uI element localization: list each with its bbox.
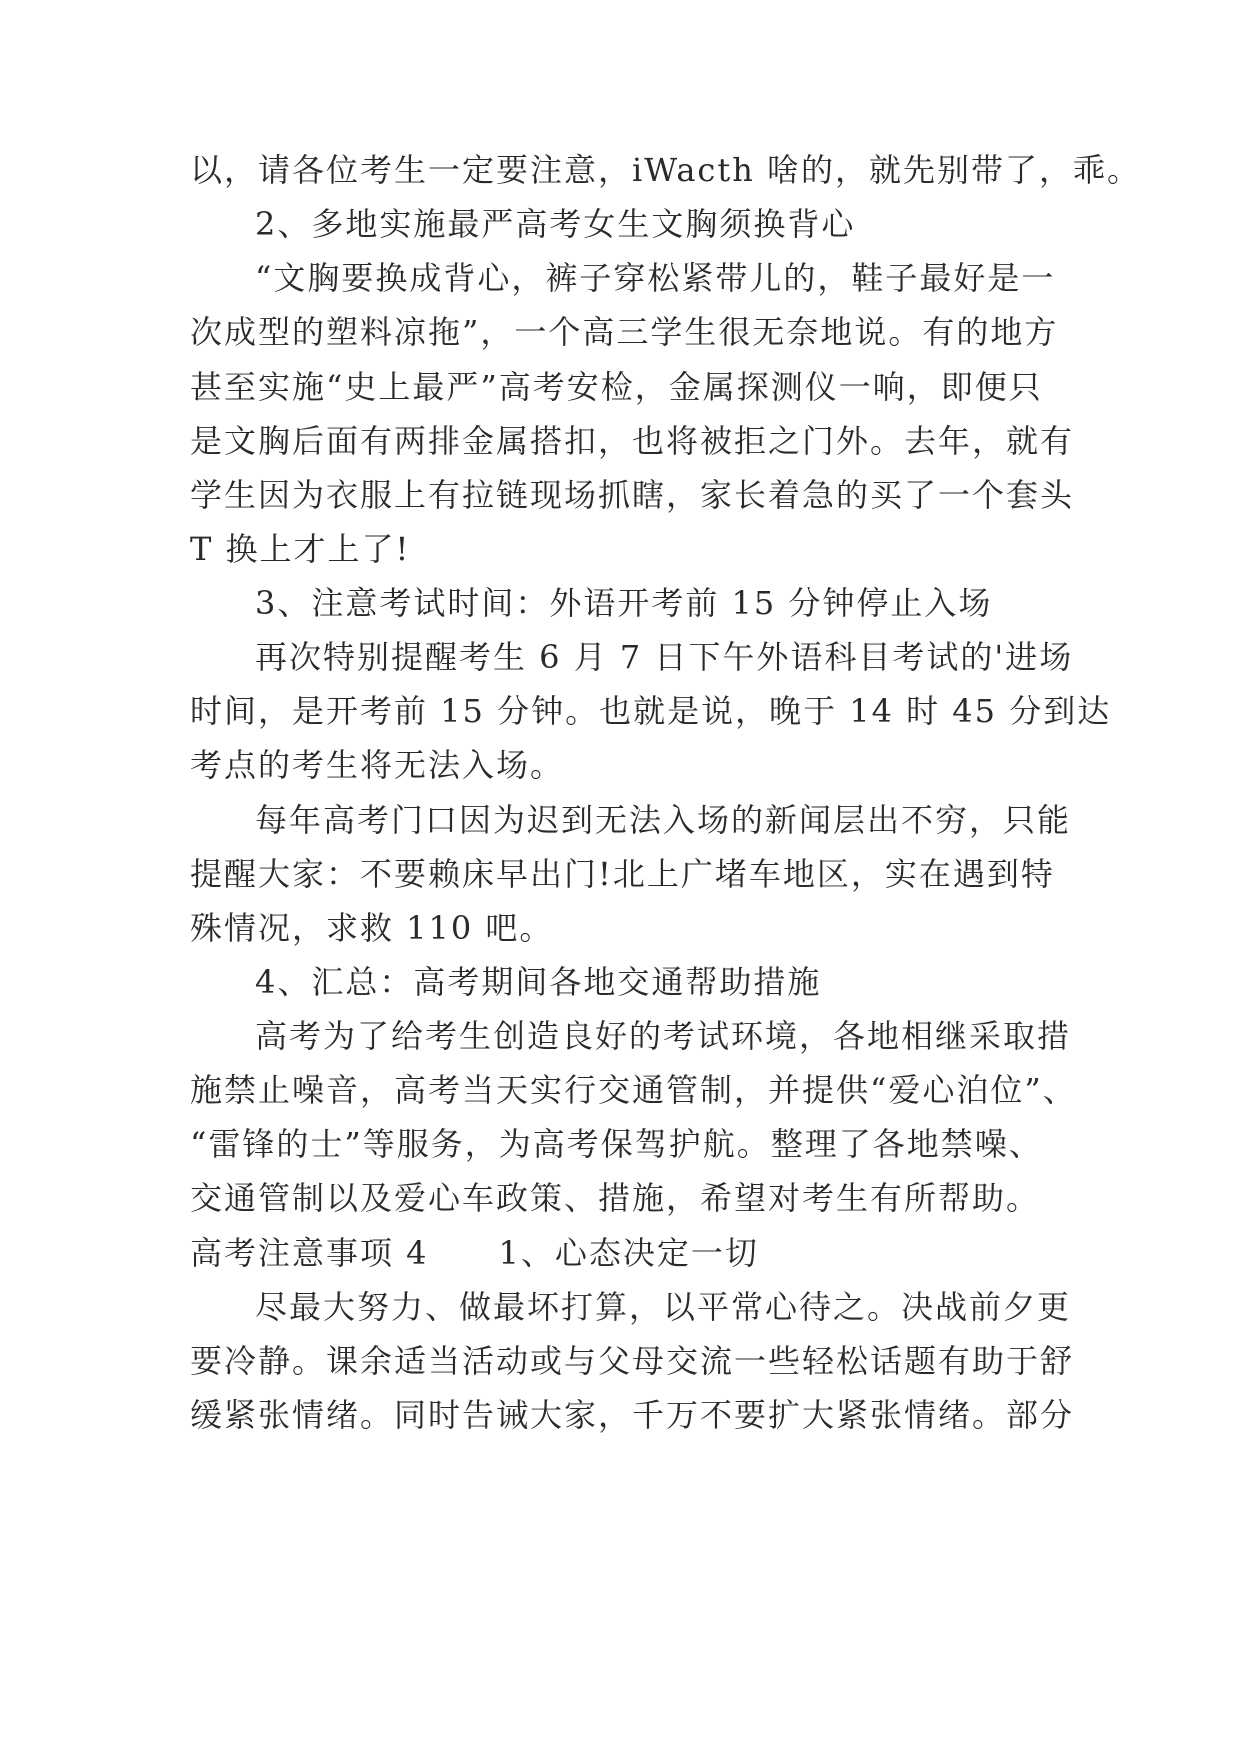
text-line: 提醒大家：不要赖床早出门!北上广堵车地区，实在遇到特 (190, 855, 1055, 893)
text-line: 交通管制以及爱心车政策、措施，希望对考生有所帮助。 (190, 1179, 1041, 1217)
text-line: T 换上才上了! (190, 530, 411, 568)
text-line: 要冷静。课余适当活动或与父母交流一些轻松话题有助于舒 (190, 1342, 1075, 1380)
text-line: 施禁止噪音，高考当天实行交通管制，并提供“爱心泊位”、 (190, 1071, 1077, 1109)
subheading-4: 4、汇总：高考期间各地交通帮助措施 (255, 963, 822, 1001)
text-line: “文胸要换成背心，裤子穿松紧带儿的，鞋子最好是一 (255, 259, 1056, 297)
text-line: 时间，是开考前 15 分钟。也就是说，晚于 14 时 45 分到达 (190, 692, 1112, 730)
text-line: 是文胸后面有两排金属搭扣，也将被拒之门外。去年，就有 (190, 422, 1075, 460)
text-line: 殊情况，求救 110 吧。 (190, 909, 554, 947)
text-line: 再次特别提醒考生 6 月 7 日下午外语科目考试的'进场 (255, 638, 1074, 676)
text-line: 高考为了给考生创造良好的考试环境，各地相继采取措 (255, 1017, 1072, 1055)
text-line: 考点的考生将无法入场。 (190, 746, 565, 784)
section-heading (190, 1233, 1070, 1273)
text-line: 缓紧张情绪。同时告诫大家，千万不要扩大紧张情绪。部分 (190, 1396, 1075, 1434)
subheading-3: 3、注意考试时间：外语开考前 15 分钟停止入场 (255, 584, 993, 622)
text-line: “雷锋的士”等服务，为高考保驾护航。整理了各地禁噪、 (190, 1125, 1043, 1163)
text-line: 学生因为衣服上有拉链现场抓瞎，家长着急的买了一个套头 (190, 476, 1075, 514)
section-title: 高考注意事项 4 (190, 1234, 429, 1272)
text-line: 每年高考门口因为迟到无法入场的新闻层出不穷，只能 (255, 801, 1072, 839)
section-subtitle: 1、心态决定一切 (498, 1234, 759, 1272)
subheading-2: 2、多地实施最严高考女生文胸须换背心 (255, 205, 856, 243)
text-line: 尽最大努力、做最坏打算，以平常心待之。决战前夕更 (255, 1288, 1072, 1326)
text-line: 甚至实施“史上最严”高考安检，金属探测仪一响，即便只 (190, 368, 1043, 406)
text-line: 次成型的塑料凉拖”，一个高三学生很无奈地说。有的地方 (190, 313, 1059, 351)
text-line: 以，请各位考生一定要注意，iWacth 啥的，就先别带了，乖。 (190, 151, 1141, 189)
